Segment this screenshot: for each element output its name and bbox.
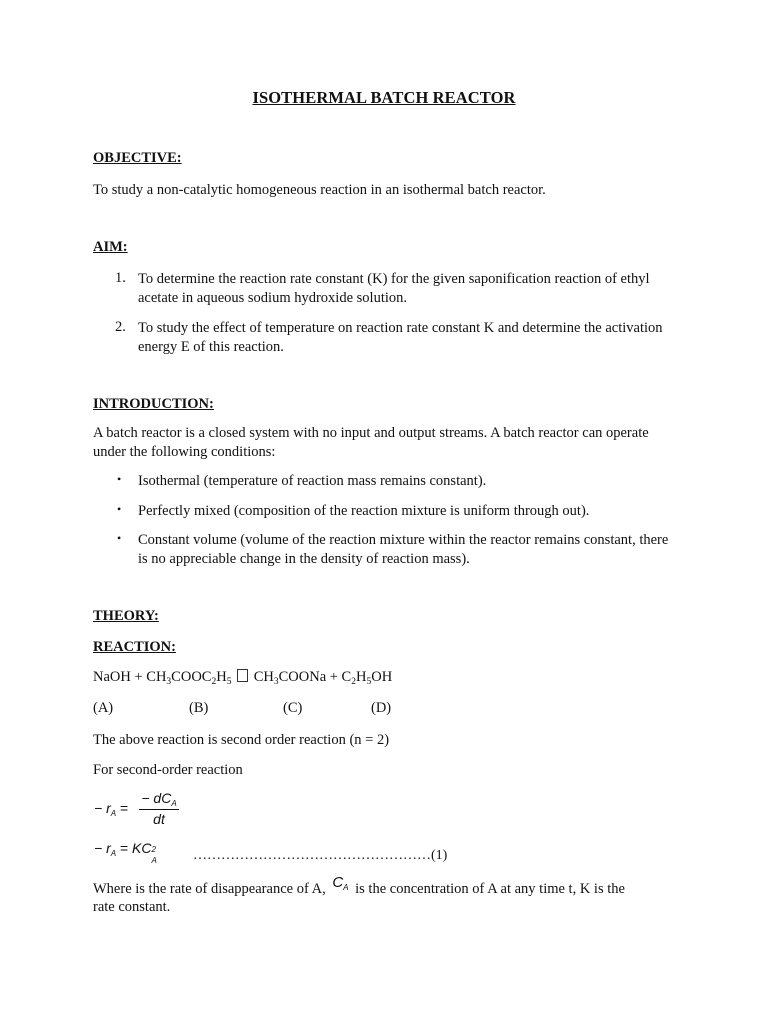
- arrow-icon: [237, 669, 248, 682]
- objective-text: To study a non-catalytic homogeneous reaction in an isothermal batch reactor.: [93, 182, 546, 198]
- theory-heading: THEORY:: [93, 608, 159, 624]
- rate-law-equation: − $r_A$ = KC 2 A: [94, 840, 157, 865]
- equation-number: ……………………………………………(1): [193, 848, 448, 863]
- reaction-equation: NaOH + $CH_3COOC_2H_5$ $CH_3COONa + C_2H_5OH$: [93, 669, 393, 687]
- reaction-heading: REACTION:: [93, 639, 176, 655]
- bullet-symbol: •: [117, 531, 122, 545]
- fraction-bar: [139, 809, 179, 810]
- bullet-text: Constant volume (volume of the reaction mixture within the reactor remains constant, there is no appreciable change in the density of reaction mass).: [138, 532, 669, 567]
- rate-equation-lhs: − $r_A$ =: [94, 800, 129, 818]
- rate-equation-fraction: − $dC_A$ dt: [136, 790, 182, 827]
- aim-item-number: 1.: [115, 270, 126, 286]
- species-label: (C): [283, 700, 303, 716]
- introduction-heading: INTRODUCTION:: [93, 396, 214, 412]
- concentration-symbol: $C_A$: [332, 874, 349, 892]
- second-order-text: For second-order reaction: [93, 762, 243, 778]
- objective-heading: OBJECTIVE:: [93, 150, 182, 166]
- species-label: (A): [93, 700, 114, 716]
- aim-heading: AIM:: [93, 239, 128, 255]
- species-label: (D): [371, 700, 392, 716]
- reaction-order-text: The above reaction is second order reaction (n = 2): [93, 732, 390, 748]
- bullet-symbol: •: [117, 502, 122, 516]
- definition-text-line2: rate constant.: [93, 899, 171, 915]
- definition-text-pre: Where is the rate of disappearance of A,: [93, 881, 326, 897]
- definition-line: [93, 874, 625, 898]
- aim-item-text: To study the effect of temperature on reaction rate constant K and determine the activation energy E of this reaction.: [138, 320, 663, 355]
- aim-item-text: To determine the reaction rate constant (K) for the given saponification reaction of ethyl acetate in aqueous sodium hydroxide solution.: [138, 271, 650, 306]
- introduction-text: A batch reactor is a closed system with no input and output streams. A batch reactor can operate under the following conditions:: [93, 425, 649, 460]
- species-label: (B): [189, 700, 209, 716]
- page-title: ISOTHERMAL BATCH REACTOR: [252, 88, 516, 107]
- aim-item-number: 2.: [115, 319, 126, 335]
- bullet-text: Perfectly mixed (composition of the reaction mixture is uniform through out).: [138, 503, 590, 519]
- bullet-symbol: •: [117, 472, 122, 486]
- definition-text-post: is the concentration of A at any time t, K is the: [355, 881, 625, 897]
- bullet-text: Isothermal (temperature of reaction mass remains constant).: [138, 473, 487, 489]
